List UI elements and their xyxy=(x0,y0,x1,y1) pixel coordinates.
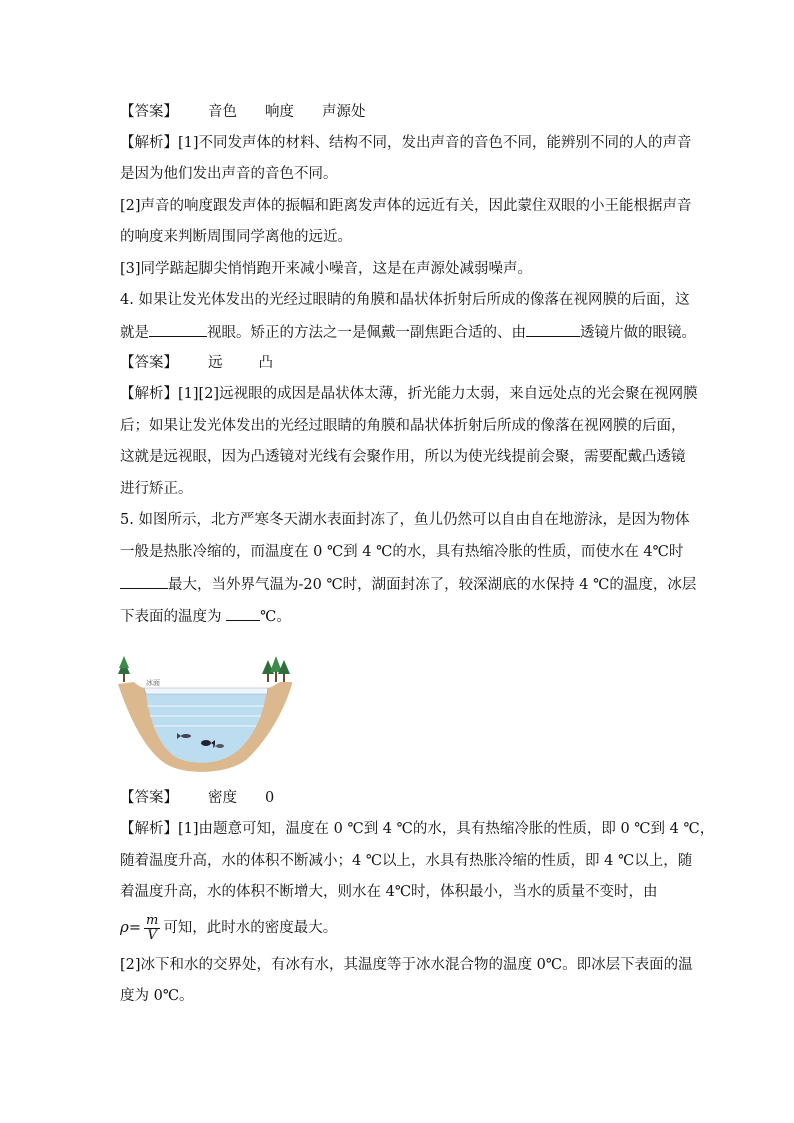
q4-analysis-line-4: 进行矫正。 xyxy=(120,481,193,497)
formula-fraction xyxy=(144,914,160,943)
q5-analysis-line-1: 【解析】[1]由题意可知，温度在 0 ℃到 4 ℃的水，具有热缩冷胀的性质，即 0 ℃到 4 ℃， xyxy=(120,821,715,837)
q4-text-a: 就是 xyxy=(120,325,149,341)
q5-text-a: 下表面的温度为 xyxy=(120,609,227,625)
q5-question-line-2: 一般是热胀冷缩的，而温度在 0 ℃到 4 ℃的水，具有热缩冷胀的性质，而使水在 4℃时 xyxy=(120,544,684,560)
q3-analysis-line-5: [3]同学踮起脚尖悄悄跑开来减小噪音，这是在声源处减弱噪声。 xyxy=(120,261,533,277)
answer-label: 【答案】 xyxy=(120,790,178,806)
blank-1 xyxy=(149,321,207,337)
q5-analysis-line-2: 随着温度升高，水的体积不断减小；4 ℃以上，水具有热胀冷缩的性质，即 4 ℃以上，随 xyxy=(120,853,693,869)
ice-surface-label: 冰面 xyxy=(146,680,160,687)
lake-illustration xyxy=(116,652,292,776)
q4-text-c: 透镜片做的眼镜。 xyxy=(580,325,696,341)
q5-analysis-line-6: 度为 0℃。 xyxy=(120,988,194,1004)
answer-1: 音色 xyxy=(208,104,237,120)
answer-2: 响度 xyxy=(265,104,294,120)
answer-1: 密度 xyxy=(208,790,237,806)
q3-answer-line xyxy=(120,102,366,122)
lake-figure xyxy=(116,652,292,776)
q5-analysis-line-3: 着温度升高，水的体积不断增大，则水在 4℃时，体积最小，当水的质量不变时，由 xyxy=(120,884,658,900)
formula-rho: ρ xyxy=(120,918,129,936)
q5-text-c: ℃。 xyxy=(260,609,291,625)
q5-question-line-3 xyxy=(120,573,696,595)
formula-text: 可知，此时水的密度最大。 xyxy=(163,920,338,936)
q5-analysis-line-5: [2]冰下和水的交界处，有冰有水，其温度等于冰水混合物的温度 0℃。即冰层下表面的温 xyxy=(120,957,693,973)
formula-equals: = xyxy=(128,920,141,936)
q3-analysis-line-2: 是因为他们发出声音的音色不同。 xyxy=(120,166,338,182)
tree-icon xyxy=(262,656,290,682)
q4-text-b: 视眼。矫正的方法之一是佩戴一副焦距合适的、由 xyxy=(207,325,526,341)
q3-analysis-line-3: [2]声音的响度跟发声体的振幅和距离发声体的远近有关，因此蒙住双眼的小王能根据声音 xyxy=(120,198,692,214)
q3-analysis-line-4: 的响度来判断周围同学离他的远近。 xyxy=(120,229,352,245)
answer-label: 【答案】 xyxy=(120,355,178,371)
blank-2 xyxy=(526,321,580,337)
q4-analysis-line-3: 这就是远视眼，因为凸透镜对光线有会聚作用，所以为使光线提前会聚，需要配戴凸透镜 xyxy=(120,449,686,465)
tree-icon xyxy=(118,656,130,682)
q4-answer-line xyxy=(120,353,273,373)
blank-2 xyxy=(226,605,260,621)
answer-2: 0 xyxy=(265,790,275,806)
q4-question-line-1: 4. 如果让发光体发出的光经过眼睛的角膜和晶状体折射后所成的像落在视网膜的后面，这 xyxy=(120,292,690,308)
answer-1: 远 xyxy=(208,355,223,371)
answer-3: 声源处 xyxy=(322,104,366,120)
q5-formula-line xyxy=(120,912,337,943)
q4-analysis-line-1: 【解析】[1][2]远视眼的成因是晶状体太薄，折光能力太弱，来自远处点的光会聚在视网膜 xyxy=(120,386,698,402)
q5-answer-line xyxy=(120,788,274,808)
formula-numerator: m xyxy=(145,912,159,928)
q5-question-line-1: 5. 如图所示，北方严寒冬天湖水表面封冻了，鱼儿仍然可以自由自在地游泳，是因为物体 xyxy=(120,512,690,528)
q3-analysis-line-1: 【解析】[1]不同发声体的材料、结构不同，发出声音的音色不同，能辨别不同的人的声音 xyxy=(120,135,692,151)
q4-question-line-2 xyxy=(120,321,696,343)
answer-label: 【答案】 xyxy=(120,104,178,120)
ice-layer xyxy=(144,688,268,694)
answer-2: 凸 xyxy=(258,355,273,371)
blank-1 xyxy=(120,573,168,589)
q4-analysis-line-2: 后；如果让发光体发出的光经过眼睛的角膜和晶状体折射后所成的像落在视网膜的后面， xyxy=(120,418,686,434)
q5-text-b: 最大，当外界气温为-20 ℃时，湖面封冻了，较深湖底的水保持 4 ℃的温度，冰层 xyxy=(168,577,697,593)
q5-question-line-4 xyxy=(120,605,291,627)
formula-denominator: V xyxy=(147,927,157,943)
